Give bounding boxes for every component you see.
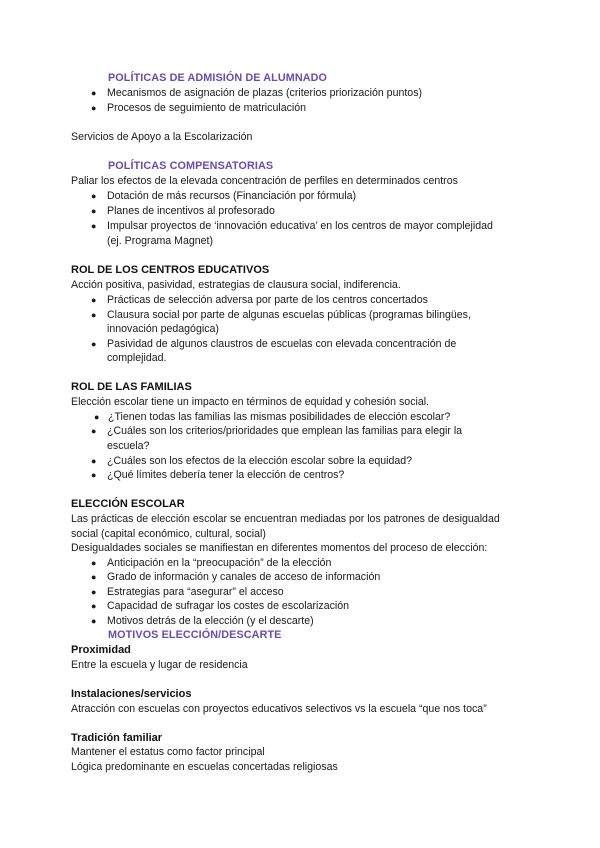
- familias-item-2-cont: escuela?: [107, 440, 150, 452]
- bullet-icon: ●: [91, 310, 97, 320]
- heading-compensatorias: POLÍTICAS COMPENSATORIAS: [108, 160, 274, 172]
- eleccion-item-1: Anticipación en la “preocupación” de la elección: [107, 557, 332, 569]
- eleccion-item-2: Grado de información y canales de acceso de información: [107, 571, 381, 583]
- heading-centros: ROL DE LOS CENTROS EDUCATIVOS: [71, 264, 270, 276]
- centros-item-3: Pasividad de algunos claustros de escuelas con elevada concentración de: [107, 338, 457, 350]
- bullet-icon: ●: [91, 587, 97, 597]
- bullet-icon: ●: [91, 558, 97, 568]
- bullet-icon: ●: [91, 206, 97, 216]
- servicios-text: Servicios de Apoyo a la Escolarización: [71, 131, 253, 143]
- bullet-icon: ●: [91, 221, 97, 231]
- bullet-icon: ●: [91, 295, 97, 305]
- bullet-icon: ●: [91, 572, 97, 582]
- eleccion-item-4: Capacidad de sufragar los costes de escolarización: [107, 600, 350, 612]
- heading-admision: POLÍTICAS DE ADMISIÓN DE ALUMNADO: [108, 72, 328, 84]
- eleccion-item-5: Motivos detrás de la elección (y el descarte): [107, 615, 314, 627]
- instalaciones-text: Atracción con escuelas con proyectos educativos selectivos vs la escuela “que nos toca”: [71, 703, 487, 715]
- familias-item-2: ¿Cuáles son los criterios/prioridades que emplean las familias para elegir la: [107, 425, 463, 437]
- instalaciones-title: Instalaciones/servicios: [71, 688, 192, 700]
- admision-item-1: Mecanismos de asignación de plazas (criterios priorización puntos): [107, 87, 423, 99]
- tradicion-line2: Lógica predominante en escuelas concertadas religiosas: [71, 761, 338, 773]
- eleccion-item-3: Estrategias para “asegurar” el acceso: [107, 586, 284, 598]
- bullet-icon: ●: [91, 191, 97, 201]
- tradicion-title: Tradición familiar: [71, 732, 163, 744]
- bullet-icon: ●: [91, 601, 97, 611]
- heading-motivos: MOTIVOS ELECCIÓN/DESCARTE: [108, 629, 282, 641]
- tradicion-line1: Mantener el estatus como factor principal: [71, 746, 265, 758]
- bullet-icon: ●: [91, 426, 97, 436]
- bullet-icon: ●: [91, 470, 97, 480]
- bullet-icon: ●: [91, 339, 97, 349]
- compensatorias-item-3-cont: (ej. Programa Magnet): [107, 235, 213, 247]
- eleccion-para2: Desigualdades sociales se manifiestan en diferentes momentos del proceso de elección:: [71, 542, 488, 554]
- compensatorias-item-3: Impulsar proyectos de ‘innovación educativa’ en los centros de mayor complejidad: [107, 220, 493, 232]
- bullet-icon: ●: [91, 88, 97, 98]
- familias-item-3: ¿Cuáles son los efectos de la elección escolar sobre la equidad?: [107, 455, 413, 467]
- bullet-icon: ●: [94, 412, 100, 422]
- proximidad-text: Entre la escuela y lugar de residencia: [71, 659, 248, 671]
- familias-item-4: ¿Qué límites debería tener la elección de centros?: [107, 469, 345, 481]
- proximidad-title: Proximidad: [71, 644, 131, 656]
- centros-item-2-cont: innovación pedagógica): [107, 323, 219, 335]
- bullet-icon: ●: [91, 616, 97, 626]
- admision-item-2: Procesos de seguimiento de matriculación: [107, 102, 307, 114]
- centros-item-2: Clausura social por parte de algunas escuelas públicas (programas bilingües,: [107, 309, 471, 321]
- centros-item-3-cont: complejidad.: [107, 352, 167, 364]
- familias-intro: Elección escolar tiene un impacto en términos de equidad y cohesión social.: [71, 396, 430, 408]
- compensatorias-item-2: Planes de incentivos al profesorado: [107, 205, 275, 217]
- bullet-icon: ●: [91, 456, 97, 466]
- eleccion-para1-line1: Las prácticas de elección escolar se encuentran mediadas por los patrones de desigualdad: [71, 513, 500, 525]
- eleccion-para1-line2: social (capital económico, cultural, social): [71, 528, 266, 540]
- compensatorias-intro: Paliar los efectos de la elevada concentración de perfiles en determinados centros: [71, 175, 458, 187]
- heading-familias: ROL DE LAS FAMILIAS: [71, 381, 192, 393]
- heading-eleccion: ELECCIÓN ESCOLAR: [71, 498, 185, 510]
- compensatorias-item-1: Dotación de más recursos (Financiación por fórmula): [107, 190, 357, 202]
- bullet-icon: ●: [91, 103, 97, 113]
- centros-item-1: Prácticas de selección adversa por parte de los centros concertados: [107, 294, 428, 306]
- familias-item-1: ¿Tienen todas las familias las mismas posibilidades de elección escolar?: [108, 411, 451, 423]
- centros-intro: Acción positiva, pasividad, estrategias de clausura social, indiferencia.: [71, 279, 401, 291]
